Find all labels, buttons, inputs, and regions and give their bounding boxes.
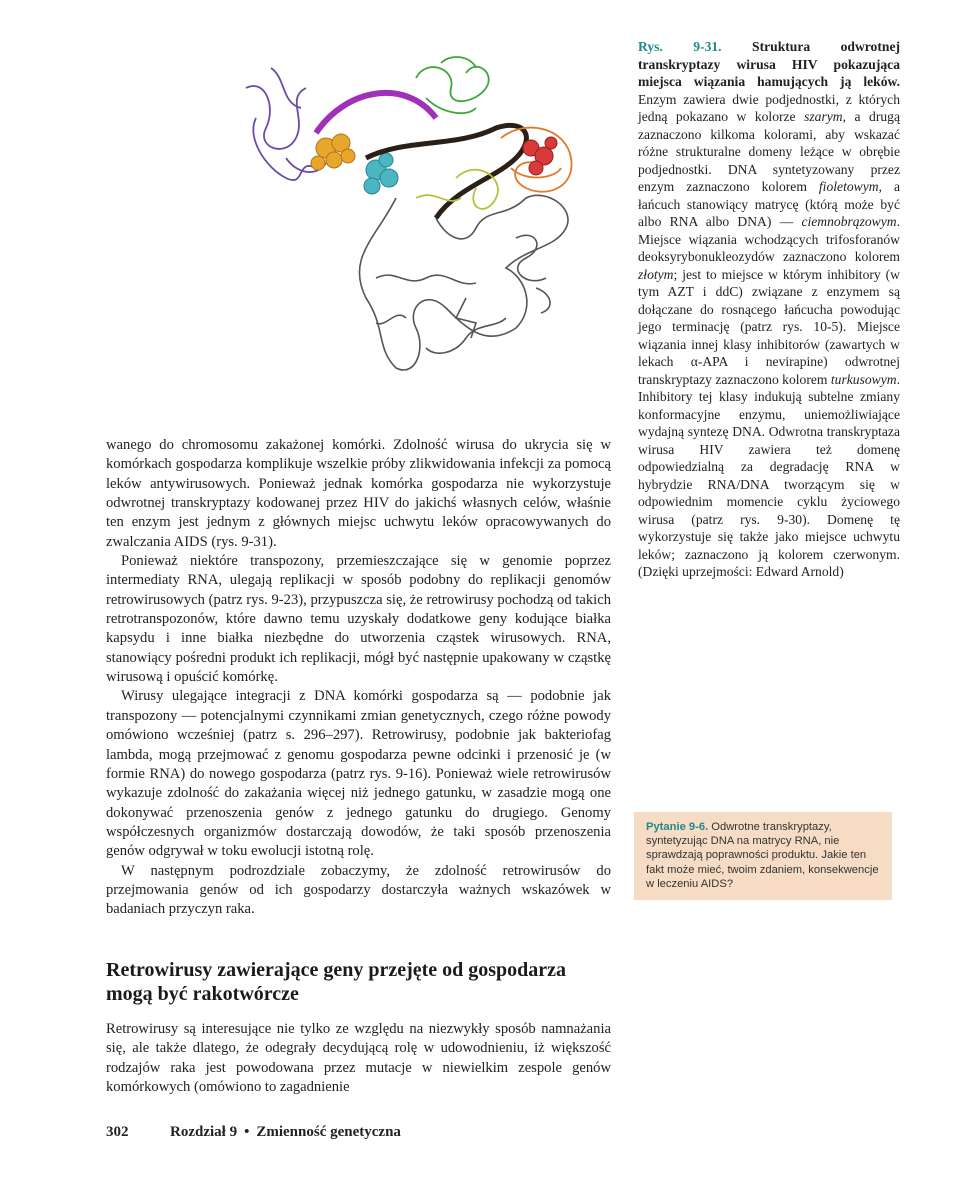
caption-em: złotym bbox=[638, 266, 674, 282]
caption-text: , a łańcuch stanowiący matrycę (którą może być albo RNA albo DNA) — bbox=[638, 179, 900, 229]
chapter-label: Rozdział 9 bbox=[170, 1124, 238, 1140]
page-number: 302 bbox=[106, 1124, 129, 1140]
paragraph: Ponieważ niektóre transpozony, przemieszczające się w genomie poprzez intermediaty RNA, ulegają replikacji w sposób podobny do replikacji genomów retrowirusowych (patrz rys. 9-23), przypuszcza się, że retrowirusy pochodzą od takich retrotranspozonów, które dawno temu uzyskały dodatkowe geny kodujące białka kapsydu i inne białka niezbędne do utworzenia cząstek wirusowych. RNA, stanowiący pośredni produkt ich replikacji, mógł być następnie upakowany w cząstkę wirusową i opuścić komórkę. bbox=[106, 553, 611, 686]
question-box bbox=[634, 812, 892, 900]
figure-title: Struktura odwrotnej transkryptazy wirusa HIV pokazująca miejsca wiązania hamujących ją leków. bbox=[638, 39, 901, 89]
question-label: Pytanie 9-6. bbox=[646, 821, 709, 833]
paragraph: Retrowirusy są interesujące nie tylko ze względu na niezwykły sposób namnażania się, ale także dlatego, że odegrały decydującą rolę w udowodnieniu, iż większość rodzajów raka jest powodowana przez mutacje w niewielkim zespole genów komórkowych (omówiono to zagadnienie bbox=[106, 1021, 611, 1096]
paragraph: wanego do chromosomu zakażonej komórki. Zdolność wirusa do ukrycia się w komórkach gospodarza komplikuje wszelkie próby zlikwidowania infekcji za pomocą leków antywirusowych. Ponieważ jednak komórka gospodarza nie wykorzystuje odwrotnej transkryptazy kodowanej przez HIV do jakichś własnych celów, właśnie ten enzym jest jednym z głównych miejsc uchwytu leków opracowywanych do zwalczania AIDS (rys. 9-31). bbox=[106, 437, 611, 550]
question-text: Odwrotne transkryptazy, syntetyzując DNA na matrycy RNA, nie sprawdzają poprawności produktu. Jakie ten fakt może mieć, twoim zdaniem, konsekwencje w leczeniu AIDS? bbox=[646, 821, 879, 890]
grey-subunit bbox=[359, 195, 568, 370]
figure-number: Rys. 9-31. bbox=[638, 39, 722, 54]
red-binding-site bbox=[523, 137, 557, 175]
section-body bbox=[106, 1020, 611, 1097]
chapter-title: Zmienność genetyczna bbox=[256, 1124, 401, 1140]
caption-text: . Inhibitory tej klasy indukują subtelne zmiany konformacyjne enzymu, uniemożliwiające wydajną syntezę DNA. Odwrotna transkryptaza wirusa HIV zawiera też domenę odpowiedzialną za degradację RNA w hybrydzie RNA/DNA tworzącym się w odpowiednim momencie cyklu życiowego wirusa (patrz rys. 9-30). Domenę tę wykorzystuje się także jako miejsce uchwytu leków; zaznaczono ją kolorem czerwonym. (Dzięki uprzejmości: Edward Arnold) bbox=[638, 371, 900, 579]
main-text-column bbox=[106, 436, 611, 920]
page-footer bbox=[106, 1124, 611, 1141]
figure-hiv-reverse-transcriptase bbox=[226, 48, 611, 388]
gold-binding-site bbox=[311, 134, 355, 170]
caption-text: , a drugą zaznaczono kilkoma kolorami, aby wskazać różne strukturalne domeny leżące w obrębie podjednostki. DNA syntetyzowany przez enzym zaznaczono kolorem bbox=[638, 109, 900, 194]
caption-em: turkusowym bbox=[830, 371, 897, 387]
caption-em: ciemnobrązowym bbox=[801, 214, 897, 229]
caption-text: ; jest to miejsce w którym inhibitory (w tym AZT i ddC) związane z enzymem są dołączane do rosnącego łańcucha powodując jego terminację (patrz rys. 10-5). Miejsce wiązania innej klasy inhibitorów (zawartych w lekach α-APA i nevirapine) odwrotnej transkryptazy zaznaczono kolorem bbox=[638, 266, 900, 387]
footer-separator: • bbox=[244, 1124, 250, 1140]
caption-text: . Miejsce wiązania wchodzących trifosforanów deoksyrybonukleozydów zaznaczono kolorem bbox=[638, 214, 900, 264]
paragraph: W następnym podrozdziale zobaczymy, że zdolność retrowirusów do przejmowania genów od ich gospodarzy dostarczyła ważnych wskazówek w badaniach przyczyn raka. bbox=[106, 862, 611, 918]
dna-strand-purple bbox=[316, 93, 436, 133]
figure-caption bbox=[638, 38, 900, 581]
caption-em: fioletowym bbox=[818, 179, 879, 194]
caption-text: Enzym zawiera dwie podjednostki, z których jedną pokazano w kolorze bbox=[638, 91, 900, 124]
olive-domain bbox=[416, 170, 498, 209]
section-heading: Retrowirusy zawierające geny przejęte od gospodarza mogą być rakotwórcze bbox=[106, 959, 567, 1005]
protein-ribbon-diagram-icon bbox=[226, 48, 611, 388]
paragraph: Wirusy ulegające integracji z DNA komórki gospodarza są — podobnie jak transpozony — potencjalnymi czynnikami zmian genetycznych, czego różne powody omówiono wcześniej (patrz s. 296–297). Retrowirusy, podobnie jak bakteriofag lambda, mogą przejmować z genomu gospodarza pewne odcinki i przenosić je (w formie RNA) do nowego gospodarza (patrz rys. 9-16). Ponieważ wiele retrowirusów wykazuje zdolność do zakażania więcej niż jednego gatunku, w zasadzie mogą one dokonywać przenoszenia genów z jednego gatunku do drugiego. Genomy współczesnych organizmów dostarczają dowodów, że taki sposób przenoszenia genów odgrywał w toku ewolucji istotną rolę. bbox=[106, 688, 611, 860]
caption-em: szarym bbox=[804, 109, 843, 124]
